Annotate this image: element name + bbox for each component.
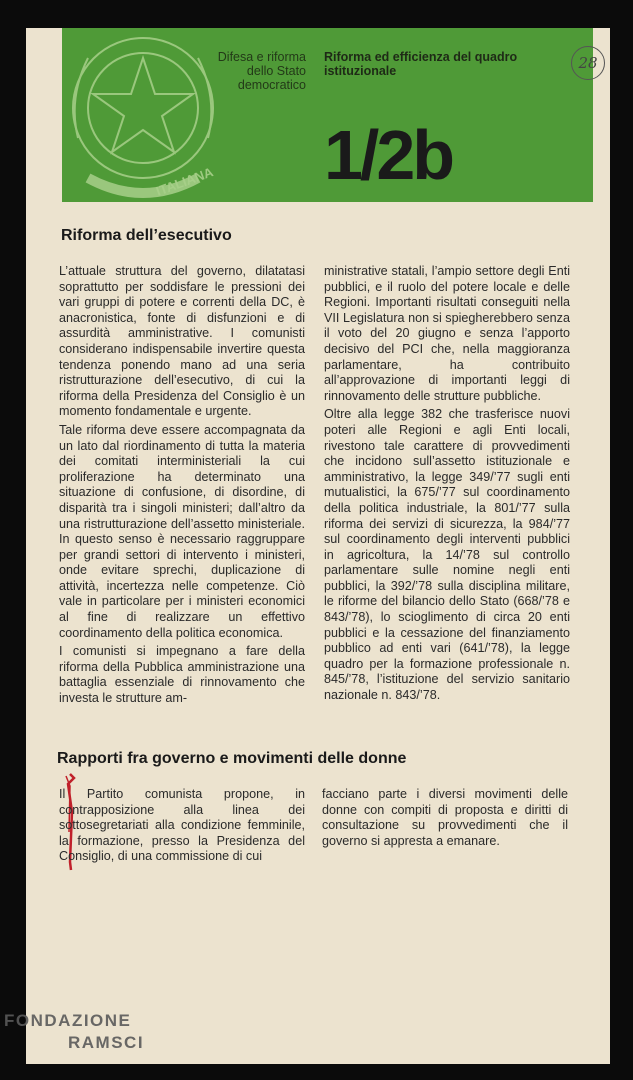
paragraph: Oltre alla legge 382 che trasferisce nuovi poteri alle Regioni e agli Enti locali, rivestono tale carattere di provvedimenti che incidono sull’assetto istituzionale e amministrativo, la legge 349/’77 sugli enti mutualistici, la 675/’77 sul coordinamento della politica industriale, la 801/’77 sulla riforma dei servizi di sicurezza, la 984/’77 sul coordinamento degli interventi pubblici in agricoltura, la 14/’78 sul controllo parlamentare sulle nomine negli enti pubblici, la 392/’78 sulla disciplina militare, le riforme del bilancio dello Stato (668/’78 e 843/’78), lo scioglimento di circa 20 enti pubblici e la cessazione del finanziamento pubblico ad enti vari (641/’78), la legge quadro per la formazione professionale n. 845/’78, l’istituzione del servizio sanitario nazionale n. 843/’78.	[324, 407, 570, 703]
paragraph: Il Partito comunista propone, in contrapposizione alla linea dei sottosegretariati alla condizione femminile, la formazione, presso la Presidenza del Consiglio, di una commissione di cui	[59, 787, 305, 864]
section1-title: Riforma dell’esecutivo	[61, 227, 232, 244]
section2-title: Rapporti fra governo e movimenti delle donne	[57, 750, 407, 767]
section1-column-right	[324, 264, 570, 707]
handwritten-page-number: 28	[571, 46, 605, 80]
paragraph: ministrative statali, l’ampio settore degli Enti pubblici, e il ruolo del potere locale e delle Regioni. Importanti risultati conseguiti nella VII Legislatura non si spiegherebbero senza il voto del 20 giugno e senza l’apporto decisivo del PCI che, nella maggioranza parlamentare, ha contribuito all’approvazione di importanti leggi di rinnovamento delle strutture pubbliche.	[324, 264, 570, 403]
category-right: Riforma ed efficienza del quadro istituzionale	[324, 50, 518, 78]
header-banner	[62, 28, 593, 202]
paragraph: facciano parte i diversi movimenti delle donne con compiti di proposta e diritti di consultazione su provvedimenti che il governo si appresta a emanare.	[322, 787, 568, 848]
section2-column-left	[59, 787, 305, 868]
paragraph: I comunisti si impegnano a fare della riforma della Pubblica amministrazione una battaglia essenziale di rinnovamento che investa le strutture am-	[59, 644, 305, 706]
emblem-ribbon-text: ITALIANA	[153, 164, 216, 199]
watermark-line2: RAMSCI	[68, 1033, 145, 1052]
paragraph: Tale riforma deve essere accompagnata da un lato dal riordinamento di tutta la materia dei comitati interministeriali la cui proliferazione ha determinato una situazione di confusione, di disordine, di disparità tra i singoli ministeri; dall’altro da una ristrutturazione dell’assetto ministeriale. In questo senso è necessario raggruppare per grandi settori di intervento i ministeri, onde evitare sprechi, duplicazione di attività, incertezza nelle competenze. Ciò vale in particolare per i ministeri economici al fine di realizzare un effettivo coordinamento della politica economica.	[59, 422, 305, 640]
section2-column-right	[322, 787, 568, 852]
category-left: Difesa e riforma dello Stato democratico	[217, 50, 306, 92]
archive-watermark	[4, 1010, 144, 1054]
watermark-line1: FONDAZIONE	[4, 1011, 132, 1030]
paragraph: L’attuale struttura del governo, dilatatasi soprattutto per soddisfare le pressioni dei vari gruppi di potere e correnti della DC, è anacronistica, fonte di disfunzioni e di assurdità amministrative. I comunisti considerano indispensabile invertire questa tendenza ponendo mano ad una seria ristrutturazione dell’esecutivo, di cui la riforma della Presidenza del Consiglio è un momento fondamentale e urgente.	[59, 264, 305, 419]
section1-column-left	[59, 264, 305, 710]
document-code: 1/2b	[324, 116, 453, 194]
document-sheet	[26, 28, 610, 1064]
